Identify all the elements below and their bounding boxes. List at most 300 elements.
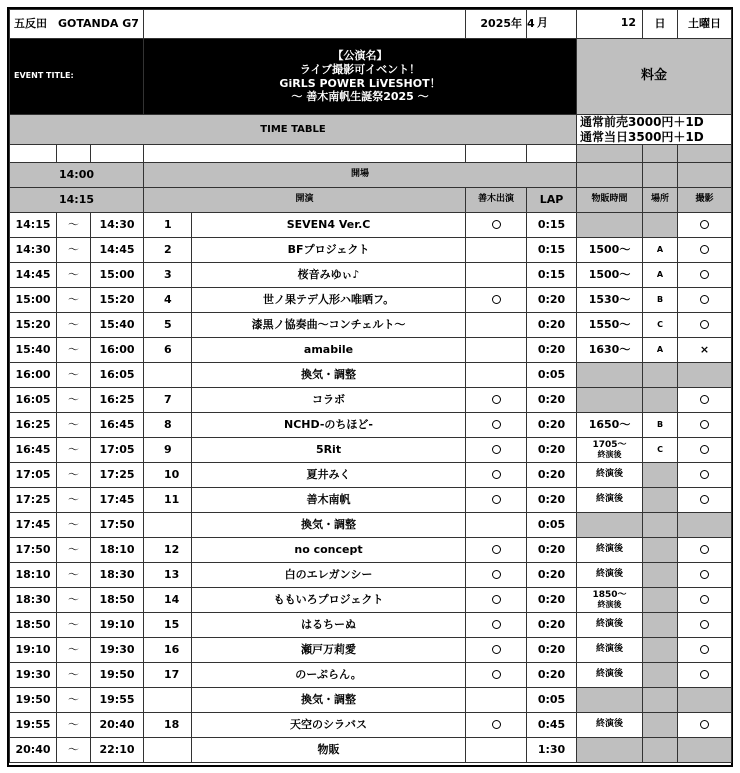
start-time: 14:45 — [10, 263, 57, 288]
photo-mark — [678, 663, 732, 688]
event-title-line-3: GiRLS POWER LiVESHOT！ — [279, 76, 441, 90]
place — [643, 538, 678, 563]
start-time: 17:25 — [10, 488, 57, 513]
circle-icon — [700, 720, 709, 729]
schedule-row — [10, 688, 732, 713]
guest-mark — [466, 588, 527, 613]
start-time: 19:30 — [10, 663, 57, 688]
act-name: no concept — [192, 538, 466, 563]
tilde: 〜 — [57, 338, 91, 363]
start-time: 16:25 — [10, 413, 57, 438]
start-time: 18:30 — [10, 588, 57, 613]
start-time: 16:45 — [10, 438, 57, 463]
tilde: 〜 — [57, 563, 91, 588]
schedule-row — [10, 363, 732, 388]
tilde: 〜 — [57, 388, 91, 413]
guest-mark — [466, 538, 527, 563]
merch-time: 1500〜 — [577, 238, 643, 263]
lap-time: 0:20 — [527, 488, 577, 513]
place — [643, 688, 678, 713]
venue-name: 五反田 GOTANDA G7 — [10, 10, 144, 39]
merch-time-note: 終演後 — [597, 599, 622, 609]
schedule-row — [10, 463, 732, 488]
act-number — [144, 513, 192, 538]
place — [643, 488, 678, 513]
circle-icon — [700, 320, 709, 329]
schedule-row — [10, 413, 732, 438]
place: C — [643, 313, 678, 338]
act-name: amabile — [192, 338, 466, 363]
photo-mark — [678, 338, 732, 363]
end-time: 19:30 — [91, 638, 144, 663]
price-presale: 通常前売3000円＋1D — [580, 115, 704, 130]
lap-time: 0:20 — [527, 313, 577, 338]
photo-mark — [678, 213, 732, 238]
schedule-row — [10, 288, 732, 313]
act-name: 5Rit — [192, 438, 466, 463]
gap-label: 換気・調整 — [192, 688, 466, 713]
act-number: 16 — [144, 638, 192, 663]
merch-time — [577, 363, 643, 388]
end-time: 19:55 — [91, 688, 144, 713]
circle-icon — [700, 420, 709, 429]
place: B — [643, 288, 678, 313]
schedule-row — [10, 713, 732, 738]
schedule-row — [10, 538, 732, 563]
photo-mark — [678, 263, 732, 288]
col-photo: 撮影 — [678, 188, 732, 213]
act-number: 15 — [144, 613, 192, 638]
tilde: 〜 — [57, 438, 91, 463]
act-name: NCHD-のちほど- — [192, 413, 466, 438]
end-time: 16:05 — [91, 363, 144, 388]
end-time: 15:40 — [91, 313, 144, 338]
photo-mark — [678, 388, 732, 413]
lap-time: 0:20 — [527, 438, 577, 463]
start-label: 開演 — [144, 188, 466, 213]
schedule-row — [10, 563, 732, 588]
act-number — [144, 363, 192, 388]
gap-label: 換気・調整 — [192, 513, 466, 538]
merch-time: 1500〜 — [577, 263, 643, 288]
photo-mark — [678, 563, 732, 588]
place — [643, 738, 678, 763]
guest-mark — [466, 363, 527, 388]
schedule-row — [10, 738, 732, 763]
guest-mark — [466, 238, 527, 263]
price-info — [577, 115, 732, 145]
tilde: 〜 — [57, 488, 91, 513]
merch-time — [577, 213, 643, 238]
schedule-row — [10, 388, 732, 413]
act-number: 13 — [144, 563, 192, 588]
guest-mark — [466, 263, 527, 288]
circle-icon — [700, 670, 709, 679]
place — [643, 613, 678, 638]
photo-mark — [678, 588, 732, 613]
lap-time: 0:20 — [527, 538, 577, 563]
schedule-row — [10, 488, 732, 513]
event-title-line-1: 【公演名】 — [332, 49, 388, 62]
timetable-label-row — [10, 115, 732, 145]
merch-time: 1550〜 — [577, 313, 643, 338]
lap-time: 1:30 — [527, 738, 577, 763]
place — [643, 513, 678, 538]
end-time: 20:40 — [91, 713, 144, 738]
act-number: 4 — [144, 288, 192, 313]
event-title-line-2: ライブ撮影可イベント！ — [299, 62, 421, 76]
circle-icon — [492, 570, 501, 579]
start-time: 16:05 — [10, 388, 57, 413]
lap-time: 0:20 — [527, 588, 577, 613]
photo-mark — [678, 488, 732, 513]
tilde: 〜 — [57, 363, 91, 388]
circle-icon — [492, 470, 501, 479]
circle-icon — [700, 470, 709, 479]
act-name: のーぷらん。 — [192, 663, 466, 688]
gap-label: 換気・調整 — [192, 363, 466, 388]
tilde: 〜 — [57, 313, 91, 338]
guest-mark — [466, 738, 527, 763]
circle-icon — [700, 445, 709, 454]
circle-icon — [492, 545, 501, 554]
merch-time: 終演後 — [577, 613, 643, 638]
place — [643, 713, 678, 738]
place — [643, 363, 678, 388]
circle-icon — [700, 645, 709, 654]
header-year: 2025年 — [466, 10, 527, 39]
merch-time: 終演後 — [577, 663, 643, 688]
merch-time-note: 終演後 — [597, 449, 622, 459]
guest-mark — [466, 463, 527, 488]
guest-mark — [466, 313, 527, 338]
guest-mark — [466, 638, 527, 663]
column-header-row — [10, 188, 732, 213]
merch-time: 1630〜 — [577, 338, 643, 363]
end-time: 18:30 — [91, 563, 144, 588]
end-time: 17:50 — [91, 513, 144, 538]
end-time: 14:45 — [91, 238, 144, 263]
timetable-label: TIME TABLE — [10, 115, 577, 145]
guest-mark — [466, 688, 527, 713]
event-row — [10, 39, 732, 115]
circle-icon — [700, 595, 709, 604]
guest-mark — [466, 413, 527, 438]
merch-time: 終演後 — [577, 463, 643, 488]
col-place: 場所 — [643, 188, 678, 213]
act-name: BFプロジェクト — [192, 238, 466, 263]
lap-time: 0:15 — [527, 213, 577, 238]
tilde: 〜 — [57, 738, 91, 763]
schedule-row — [10, 638, 732, 663]
schedule-row — [10, 263, 732, 288]
merch-time — [577, 388, 643, 413]
guest-mark — [466, 563, 527, 588]
lap-time: 0:05 — [527, 513, 577, 538]
start-time: 14:30 — [10, 238, 57, 263]
circle-icon — [700, 545, 709, 554]
tilde: 〜 — [57, 213, 91, 238]
open-label: 開場 — [144, 163, 577, 188]
merch-time: 終演後 — [577, 563, 643, 588]
act-number: 1 — [144, 213, 192, 238]
act-number: 3 — [144, 263, 192, 288]
start-time: 16:00 — [10, 363, 57, 388]
col-guest: 善木出演 — [466, 188, 527, 213]
place — [643, 588, 678, 613]
end-time: 16:25 — [91, 388, 144, 413]
place — [643, 388, 678, 413]
photo-mark — [678, 613, 732, 638]
lap-time: 0:20 — [527, 463, 577, 488]
end-time: 17:45 — [91, 488, 144, 513]
tilde: 〜 — [57, 588, 91, 613]
circle-icon — [700, 270, 709, 279]
act-number: 2 — [144, 238, 192, 263]
act-name: はるちーぬ — [192, 613, 466, 638]
act-number — [144, 738, 192, 763]
circle-icon — [492, 395, 501, 404]
guest-mark — [466, 663, 527, 688]
lap-time: 0:20 — [527, 638, 577, 663]
lap-time: 0:20 — [527, 388, 577, 413]
place — [643, 463, 678, 488]
circle-icon — [700, 570, 709, 579]
act-number: 11 — [144, 488, 192, 513]
guest-mark — [466, 513, 527, 538]
end-time: 19:50 — [91, 663, 144, 688]
place: B — [643, 413, 678, 438]
photo-mark — [678, 363, 732, 388]
schedule-table — [9, 9, 732, 763]
guest-mark — [466, 288, 527, 313]
price-door: 通常当日3500円＋1D — [580, 129, 704, 144]
end-time: 17:25 — [91, 463, 144, 488]
start-time: 17:05 — [10, 463, 57, 488]
start-time: 15:40 — [10, 338, 57, 363]
merch-time — [577, 738, 643, 763]
act-name: 夏井みく — [192, 463, 466, 488]
circle-icon — [492, 670, 501, 679]
schedule-row — [10, 313, 732, 338]
end-time: 16:00 — [91, 338, 144, 363]
act-name: 漆黒ノ協奏曲〜コンチェルト〜 — [192, 313, 466, 338]
lap-time: 0:20 — [527, 413, 577, 438]
guest-mark — [466, 338, 527, 363]
start-time: 15:20 — [10, 313, 57, 338]
lap-time: 0:20 — [527, 288, 577, 313]
start-time: 14:15 — [10, 213, 57, 238]
act-number: 10 — [144, 463, 192, 488]
tilde: 〜 — [57, 663, 91, 688]
schedule-row — [10, 438, 732, 463]
lap-time: 0:20 — [527, 613, 577, 638]
merch-time: 終演後 — [577, 538, 643, 563]
guest-mark — [466, 713, 527, 738]
act-number: 9 — [144, 438, 192, 463]
gap-label: 物販 — [192, 738, 466, 763]
act-name: ももいろプロジェクト — [192, 588, 466, 613]
start-time: 20:40 — [10, 738, 57, 763]
guest-mark — [466, 438, 527, 463]
circle-icon — [492, 645, 501, 654]
tilde: 〜 — [57, 613, 91, 638]
fee-label: 料金 — [577, 39, 732, 115]
start-time: 15:00 — [10, 288, 57, 313]
act-number: 12 — [144, 538, 192, 563]
place — [643, 663, 678, 688]
start-time: 18:50 — [10, 613, 57, 638]
merch-time — [577, 588, 643, 613]
start-time: 17:50 — [10, 538, 57, 563]
schedule-row — [10, 213, 732, 238]
col-merch-time: 物販時間 — [577, 188, 643, 213]
tilde: 〜 — [57, 263, 91, 288]
event-title-label: EVENT TITLE: — [10, 39, 144, 115]
lap-time: 0:20 — [527, 663, 577, 688]
act-number: 18 — [144, 713, 192, 738]
circle-icon — [492, 420, 501, 429]
photo-mark — [678, 688, 732, 713]
end-time: 19:10 — [91, 613, 144, 638]
circle-icon — [492, 220, 501, 229]
place — [643, 638, 678, 663]
photo-mark — [678, 238, 732, 263]
act-name: 善木南帆 — [192, 488, 466, 513]
merch-time: 終演後 — [577, 638, 643, 663]
tilde: 〜 — [57, 413, 91, 438]
photo-mark — [678, 313, 732, 338]
end-time: 18:50 — [91, 588, 144, 613]
guest-mark — [466, 213, 527, 238]
end-time: 22:10 — [91, 738, 144, 763]
circle-icon — [492, 495, 501, 504]
open-row — [10, 163, 732, 188]
end-time: 16:45 — [91, 413, 144, 438]
act-number: 5 — [144, 313, 192, 338]
circle-icon — [700, 395, 709, 404]
tilde: 〜 — [57, 688, 91, 713]
schedule-row — [10, 613, 732, 638]
act-number: 14 — [144, 588, 192, 613]
schedule-row — [10, 588, 732, 613]
guest-mark — [466, 388, 527, 413]
circle-icon — [700, 245, 709, 254]
lap-time: 0:20 — [527, 338, 577, 363]
act-name: 桜音みゆぃ♪ — [192, 263, 466, 288]
lap-time: 0:15 — [527, 263, 577, 288]
header-month-label: 月 12 — [577, 10, 643, 39]
end-time: 14:30 — [91, 213, 144, 238]
photo-mark — [678, 438, 732, 463]
act-number: 8 — [144, 413, 192, 438]
header-blank — [144, 10, 466, 39]
start-time: 19:10 — [10, 638, 57, 663]
schedule-row — [10, 663, 732, 688]
place: A — [643, 338, 678, 363]
circle-icon — [492, 620, 501, 629]
header-day-label: 日 — [643, 10, 678, 39]
merch-time — [577, 688, 643, 713]
place — [643, 563, 678, 588]
end-time: 17:05 — [91, 438, 144, 463]
photo-mark — [678, 288, 732, 313]
photo-mark — [678, 463, 732, 488]
lap-time: 0:15 — [527, 238, 577, 263]
circle-icon — [492, 445, 501, 454]
photo-mark — [678, 713, 732, 738]
event-title-line-4: 〜 善木南帆生誕祭2025 〜 — [291, 90, 429, 104]
act-name: 天空のシラバス — [192, 713, 466, 738]
tilde: 〜 — [57, 713, 91, 738]
act-number: 17 — [144, 663, 192, 688]
start-time: 14:15 — [10, 188, 144, 213]
merch-time-start: 1850〜 — [592, 590, 627, 601]
end-time: 15:00 — [91, 263, 144, 288]
circle-icon — [700, 620, 709, 629]
lap-time: 0:05 — [527, 363, 577, 388]
start-time: 18:10 — [10, 563, 57, 588]
tilde: 〜 — [57, 513, 91, 538]
timetable-sheet — [7, 7, 733, 767]
merch-time: 終演後 — [577, 713, 643, 738]
photo-mark — [678, 738, 732, 763]
merch-time — [577, 438, 643, 463]
merch-time: 1650〜 — [577, 413, 643, 438]
act-name: 瀬戸万莉愛 — [192, 638, 466, 663]
merch-time: 1530〜 — [577, 288, 643, 313]
act-number — [144, 688, 192, 713]
photo-mark — [678, 538, 732, 563]
tilde: 〜 — [57, 238, 91, 263]
start-time: 19:50 — [10, 688, 57, 713]
tilde: 〜 — [57, 463, 91, 488]
merch-time: 終演後 — [577, 488, 643, 513]
act-name: 白のエレガンシー — [192, 563, 466, 588]
header-row — [10, 10, 732, 39]
event-title — [144, 39, 577, 115]
place: C — [643, 438, 678, 463]
lap-time: 0:20 — [527, 563, 577, 588]
col-lap: LAP — [527, 188, 577, 213]
merch-time — [577, 513, 643, 538]
photo-mark — [678, 413, 732, 438]
circle-icon — [700, 220, 709, 229]
act-name: SEVEN4 Ver.C — [192, 213, 466, 238]
tilde: 〜 — [57, 638, 91, 663]
act-number: 6 — [144, 338, 192, 363]
header-weekday: 土曜日 — [678, 10, 732, 39]
cross-icon: × — [699, 342, 710, 356]
schedule-row — [10, 238, 732, 263]
circle-icon — [492, 595, 501, 604]
act-name: 世ノ果テデ人形ハ唯哂フ。 — [192, 288, 466, 313]
start-time: 17:45 — [10, 513, 57, 538]
schedule-row — [10, 338, 732, 363]
place: A — [643, 263, 678, 288]
circle-icon — [700, 495, 709, 504]
circle-icon — [492, 720, 501, 729]
tilde: 〜 — [57, 538, 91, 563]
place: A — [643, 238, 678, 263]
act-name: コラボ — [192, 388, 466, 413]
start-time: 19:55 — [10, 713, 57, 738]
lap-time: 0:45 — [527, 713, 577, 738]
photo-mark — [678, 638, 732, 663]
tilde: 〜 — [57, 288, 91, 313]
circle-icon — [492, 295, 501, 304]
merch-time-start: 1705〜 — [592, 440, 627, 451]
